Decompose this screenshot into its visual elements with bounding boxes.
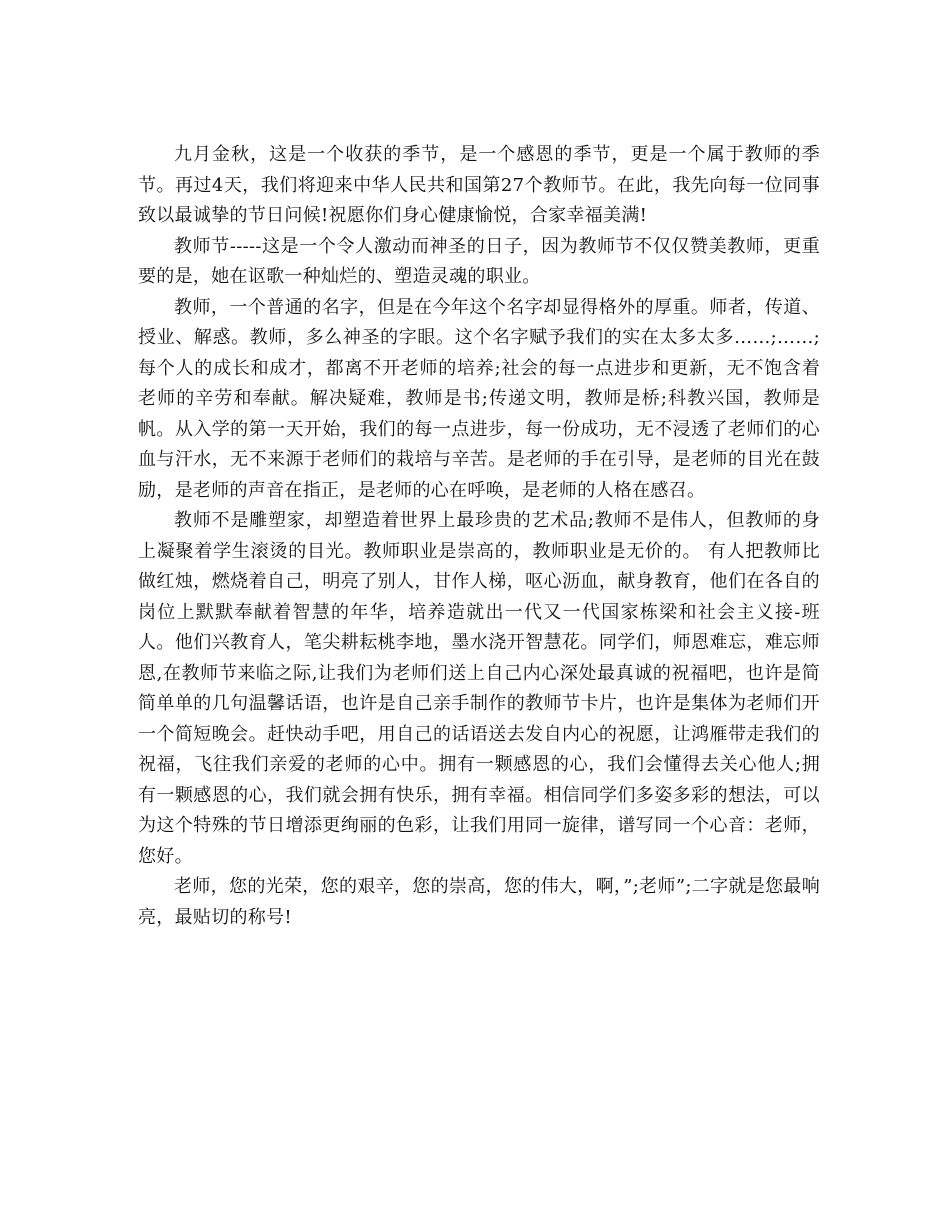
paragraph-4: 教师不是雕塑家，却塑造着世界上最珍贵的艺术品;教师不是伟人，但教师的身上凝聚着学生滚烫的目光。教师职业是崇高的，教师职业是无价的。 有人把教师比做红烛，燃烧着自己，明亮了别人，甘作人梯，呕心沥血，献身教育，他们在各自的岗位上默默奉献着智慧的年华，培养造就出一代又一代国家栋梁和社会主义接-班人。他们兴教育人，笔尖耕耘桃李地，墨水浇开智慧花。同学们，师恩难忘，难忘师恩,在教师节来临之际,让我们为老师们送上自己内心深处最真诚的祝福吧，也许是简简单单的几句温馨话语，也许是自己亲手制作的教师节卡片，也许是集体为老师们开一个简短晚会。赶快动手吧，用自己的话语送去发自内心的祝愿，让鸿雁带走我们的祝福，飞往我们亲爱的老师的心中。拥有一颗感恩的心，我们会懂得去关心他人;拥有一颗感恩的心，我们就会拥有快乐，拥有幸福。相信同学们多姿多彩的想法，可以为这个特殊的节日增添更绚丽的色彩，让我们用同一旋律，谱写同一个心音：老师，您好。: [138, 510, 820, 867]
paragraph-2: 教师节-----这是一个令人激动而神圣的日子，因为教师节不仅仅赞美教师，更重要的是，她在讴歌一种灿烂的、塑造灵魂的职业。: [138, 235, 820, 287]
paragraph-3: 教师，一个普通的名字，但是在今年这个名字却显得格外的厚重。师者，传道、授业、解惑。教师，多么神圣的字眼。这个名字赋予我们的实在太多太多……;……;每个人的成长和成才，都离不开老师的培养;社会的每一点进步和更新，无不饱含着老师的辛劳和奉献。解决疑难，教师是书;传递文明，教师是桥;科教兴国，教师是帆。从入学的第一天开始，我们的每一点进步，每一份成功，无不浸透了老师们的心血与汗水，无不来源于老师们的栽培与辛苦。是老师的手在引导，是老师的目光在鼓励，是老师的声音在指正，是老师的心在呼唤，是老师的人格在感召。: [138, 296, 820, 501]
document-body: [138, 140, 820, 933]
paragraph-1: 九月金秋，这是一个收获的季节，是一个感恩的季节，更是一个属于教师的季节。再过4天，我们将迎来中华人民共和国第27个教师节。在此，我先向每一位同事致以最诚挚的节日问候!祝愿你们身心健康愉悦，合家幸福美满!: [138, 144, 820, 226]
paragraph-5: 老师，您的光荣，您的艰辛，您的崇高，您的伟大，啊，”;老师”;二字就是您最响亮，最贴切的称号!: [138, 876, 820, 928]
